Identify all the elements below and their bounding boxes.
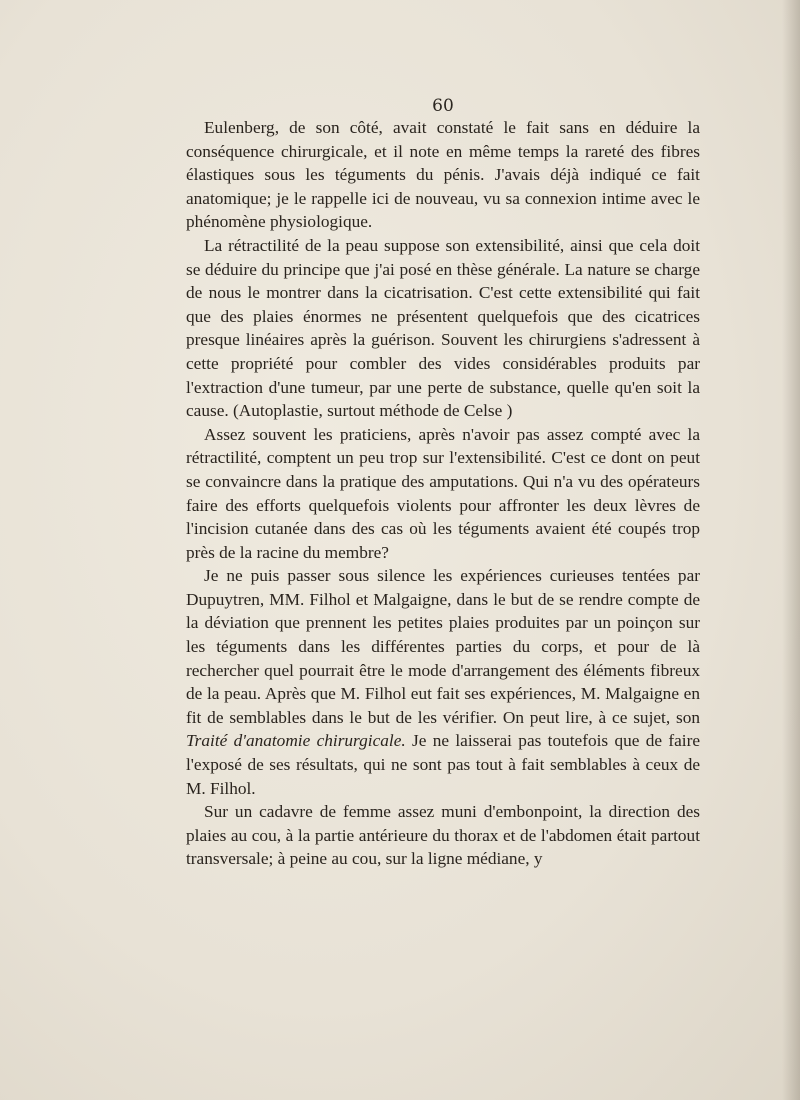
page-body: [186, 116, 700, 871]
paragraph-4-text-end: Je ne laisserai pas toutefois que de faire l'exposé de ses résultats, qui ne sont pas tout à fait semblables à ceux de M. Filhol.: [186, 731, 700, 798]
paragraph-4: [186, 564, 700, 800]
paragraph-3: Assez souvent les praticiens, après n'avoir pas assez compté avec la rétractilité, comptent un peu trop sur l'extensibilité. C'est ce dont on peut se convaincre dans la pratique des amputations. Qui n'a vu des opérateurs faire des efforts quelquefois violents pour affronter les deux lèvres de l'incision cutanée dans des cas où les téguments avaient été coupés trop près de la racine du membre?: [186, 424, 700, 562]
paragraph-4-text-start: Je ne puis passer sous silence les expériences curieuses tentées par Dupuytren, MM. Filhol et Malgaigne, dans le but de se rendre compte de la déviation que prennent les petites plaies produites par un poinçon sur les téguments dans les différentes parties du corps, et pour de là rechercher quel pourrait être le mode d'arrangement des éléments fibreux de la peau. Après que M. Filhol eut fait ses expériences, M. Malgaigne en fit de semblables dans le but de les vérifier. On peut lire, à ce sujet, son: [186, 566, 700, 727]
paragraph-2: La rétractilité de la peau suppose son extensibilité, ainsi que cela doit se déduire du principe que j'ai posé en thèse générale. La nature se charge de nous le montrer dans la cicatrisation. C'est cette extensibilité qui fait que des plaies énormes ne présentent quelquefois que des cicatrices presque linéaires après la guérison. Souvent les chirurgiens s'adressent à cette propriété pour combler des vides considérables produits par l'extraction d'une tumeur, par une perte de substance, quelle qu'en soit la cause. (Autoplastie, surtout méthode de Celse ): [186, 235, 700, 421]
book-title-reference: Traité d'anatomie chirurgicale.: [186, 731, 406, 751]
page-number: 60: [432, 96, 454, 116]
paragraph-1: Eulenberg, de son côté, avait constaté le fait sans en déduire la conséquence chirurgicale, et il note en même temps la rareté des fibres élastiques sous les téguments du pénis. J'avais déjà indiqué ce fait anatomique; je le rappelle ici de nouveau, vu sa connexion intime avec le phénomène physiologique.: [186, 118, 700, 232]
paragraph-5: Sur un cadavre de femme assez muni d'embonpoint, la direction des plaies au cou, à la partie antérieure du thorax et de l'abdomen était partout transversale; à peine au cou, sur la ligne médiane, y: [186, 802, 700, 869]
page-edge-shadow: [782, 0, 800, 1100]
